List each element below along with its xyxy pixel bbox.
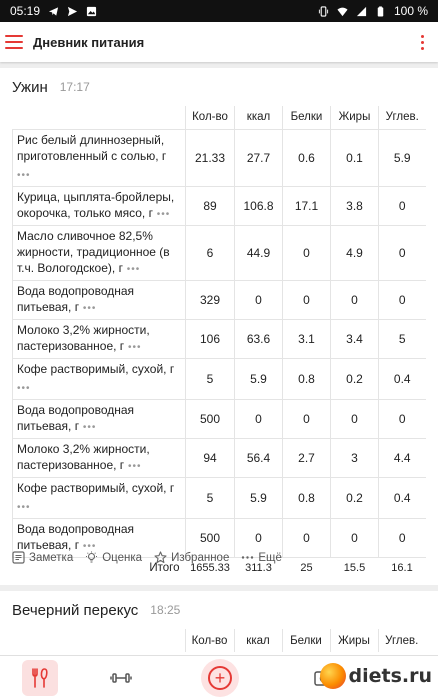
food-menu-icon[interactable]: ••• xyxy=(124,460,142,472)
meal-card-dinner xyxy=(0,68,438,585)
gallery-icon xyxy=(86,6,97,17)
status-time: 05:19 xyxy=(10,4,41,18)
apple-logo-icon xyxy=(320,663,346,689)
ellipsis-icon xyxy=(241,551,254,564)
table-row[interactable] xyxy=(13,129,426,186)
food-name-text: Рис белый длиннозерный, приготовленный с солью, г xyxy=(17,132,167,163)
food-name xyxy=(13,225,186,280)
app-bar xyxy=(0,22,438,62)
header-qty: Кол-во xyxy=(186,106,235,129)
meal-time: 17:17 xyxy=(59,80,90,94)
page-title: Дневник питания xyxy=(33,34,145,50)
table-row[interactable] xyxy=(13,225,426,280)
total-carbs: 16.1 xyxy=(379,557,426,579)
food-kcal: 5.9 xyxy=(235,477,283,518)
menu-icon[interactable] xyxy=(5,35,23,49)
food-kcal: 5.9 xyxy=(235,358,283,399)
food-carbs: 0 xyxy=(379,399,426,438)
food-menu-icon[interactable]: ••• xyxy=(17,382,31,394)
favorite-label: Избранное xyxy=(171,551,230,564)
food-carbs: 0 xyxy=(379,518,426,557)
food-menu-icon[interactable]: ••• xyxy=(79,302,97,314)
star-icon xyxy=(154,551,167,564)
total-fat: 15.5 xyxy=(331,557,379,579)
header-carbs: Углев. xyxy=(378,629,425,652)
header-fat: Жиры xyxy=(330,629,378,652)
food-name-text: Кофе растворимый, сухой, г xyxy=(17,361,175,376)
food-kcal: 0 xyxy=(235,399,283,438)
table-row[interactable] xyxy=(13,358,426,399)
table-row[interactable] xyxy=(13,280,426,319)
food-fat: 0.2 xyxy=(331,477,379,518)
food-fat: 4.9 xyxy=(331,225,379,280)
food-carbs: 5.9 xyxy=(379,129,426,186)
more-label: Ещё xyxy=(258,551,282,564)
more-options-icon[interactable] xyxy=(421,35,424,50)
food-carbs: 0.4 xyxy=(379,477,426,518)
food-kcal: 56.4 xyxy=(235,438,283,477)
food-protein: 0.8 xyxy=(283,477,331,518)
food-name xyxy=(13,477,186,518)
add-entry-button[interactable] xyxy=(201,659,239,697)
food-protein: 0 xyxy=(283,225,331,280)
rating-button[interactable] xyxy=(85,551,142,564)
nav-diary-button[interactable] xyxy=(22,660,58,696)
food-kcal: 0 xyxy=(235,518,283,557)
table-header-row xyxy=(12,629,425,652)
more-button[interactable] xyxy=(241,551,282,564)
food-kcal: 27.7 xyxy=(235,129,283,186)
diets-logo xyxy=(320,663,432,689)
logo-text: diets.ru xyxy=(348,665,432,687)
food-fat: 3 xyxy=(331,438,379,477)
food-qty: 500 xyxy=(186,399,235,438)
header-fat: Жиры xyxy=(331,106,379,129)
lightbulb-icon xyxy=(85,551,98,564)
food-menu-icon[interactable]: ••• xyxy=(17,501,31,513)
food-protein: 0 xyxy=(283,280,331,319)
food-menu-icon[interactable]: ••• xyxy=(79,540,97,552)
header-protein: Белки xyxy=(282,629,330,652)
note-button[interactable] xyxy=(12,551,73,564)
vibrate-icon xyxy=(318,6,329,17)
food-name xyxy=(13,129,186,186)
food-name-text: Масло сливочное 82,5% жирности, традиционное (в т.ч. Вологодское), г xyxy=(17,228,170,275)
food-name xyxy=(13,438,186,477)
note-icon xyxy=(12,551,25,564)
food-name-text: Курица, цыплята-бройлеры, окорочка, только мясо, г xyxy=(17,189,175,220)
total-protein: 25 xyxy=(283,557,331,579)
note-label: Заметка xyxy=(29,551,74,564)
meal-title: Ужин xyxy=(12,78,48,96)
table-row[interactable] xyxy=(13,319,426,358)
food-name xyxy=(13,319,186,358)
send-icon xyxy=(67,6,78,17)
nav-exercise-button[interactable] xyxy=(103,660,139,696)
food-menu-icon[interactable]: ••• xyxy=(17,169,31,181)
wifi-icon xyxy=(337,6,348,17)
meal-actions xyxy=(12,551,282,564)
table-row[interactable] xyxy=(13,438,426,477)
table-row[interactable] xyxy=(13,186,426,225)
food-name-text: Кофе растворимый, сухой, г xyxy=(17,480,175,495)
meal-time: 18:25 xyxy=(150,603,181,617)
food-menu-icon[interactable]: ••• xyxy=(124,341,142,353)
status-bar xyxy=(0,0,438,22)
rating-label: Оценка xyxy=(102,551,143,564)
food-menu-icon[interactable]: ••• xyxy=(79,421,97,433)
food-fat: 0 xyxy=(331,280,379,319)
table-header-row xyxy=(13,106,426,129)
table-row[interactable] xyxy=(13,477,426,518)
header-protein: Белки xyxy=(283,106,331,129)
food-fat: 0 xyxy=(331,399,379,438)
food-name xyxy=(13,280,186,319)
total-qty: 1655.33 xyxy=(186,557,235,579)
food-name xyxy=(13,399,186,438)
food-carbs: 0.4 xyxy=(379,358,426,399)
header-name xyxy=(12,629,185,652)
telegram-icon xyxy=(48,6,59,17)
food-fat: 0 xyxy=(331,518,379,557)
header-kcal: ккал xyxy=(234,629,282,652)
food-protein: 0 xyxy=(283,399,331,438)
meal-header xyxy=(0,68,438,106)
food-name-text: Вода водопроводная питьевая, г xyxy=(17,283,135,314)
food-protein: 17.1 xyxy=(283,186,331,225)
food-fat: 3.4 xyxy=(331,319,379,358)
food-qty: 329 xyxy=(186,280,235,319)
food-protein: 0.8 xyxy=(283,358,331,399)
food-table xyxy=(12,629,425,652)
food-qty: 500 xyxy=(186,518,235,557)
food-carbs: 0 xyxy=(379,280,426,319)
header-qty: Кол-во xyxy=(185,629,234,652)
food-kcal: 0 xyxy=(235,280,283,319)
food-name-text: Вода водопроводная питьевая, г xyxy=(17,402,135,433)
food-protein: 0 xyxy=(283,518,331,557)
food-menu-icon[interactable]: ••• xyxy=(122,263,141,275)
signal-icon xyxy=(356,6,367,17)
food-carbs: 0 xyxy=(379,186,426,225)
food-carbs: 5 xyxy=(379,319,426,358)
header-name xyxy=(13,106,186,129)
food-kcal: 63.6 xyxy=(235,319,283,358)
dumbbell-icon xyxy=(110,667,132,689)
food-name-text: Молоко 3,2% жирности, пастеризованное, г xyxy=(17,322,150,353)
favorite-button[interactable] xyxy=(154,551,229,564)
meal-title: Вечерний перекус xyxy=(12,601,139,619)
food-protein: 2.7 xyxy=(283,438,331,477)
food-fat: 0.1 xyxy=(331,129,379,186)
food-kcal: 106.8 xyxy=(235,186,283,225)
food-fat: 0.2 xyxy=(331,358,379,399)
food-name xyxy=(13,186,186,225)
cutlery-icon xyxy=(29,667,51,689)
total-kcal: 311.3 xyxy=(235,557,283,579)
food-name xyxy=(13,358,186,399)
food-qty: 6 xyxy=(186,225,235,280)
meal-header xyxy=(0,591,438,629)
food-qty: 5 xyxy=(186,477,235,518)
food-protein: 3.1 xyxy=(283,319,331,358)
food-carbs: 4.4 xyxy=(379,438,426,477)
food-table xyxy=(12,106,426,579)
meal-card-evening-snack xyxy=(0,591,438,655)
header-kcal: ккал xyxy=(235,106,283,129)
food-protein: 0.6 xyxy=(283,129,331,186)
battery-level: 100 % xyxy=(393,4,428,18)
food-qty: 21.33 xyxy=(186,129,235,186)
battery-icon xyxy=(375,6,386,17)
food-qty: 5 xyxy=(186,358,235,399)
food-qty: 106 xyxy=(186,319,235,358)
total-label: Итого xyxy=(13,557,186,579)
food-qty: 94 xyxy=(186,438,235,477)
food-menu-icon[interactable]: ••• xyxy=(152,208,171,220)
plus-icon: + xyxy=(208,666,232,690)
food-name-text: Молоко 3,2% жирности, пастеризованное, г xyxy=(17,441,150,472)
food-fat: 3.8 xyxy=(331,186,379,225)
table-row[interactable] xyxy=(13,399,426,438)
food-name-text: Вода водопроводная питьевая, г xyxy=(17,521,135,552)
food-carbs: 0 xyxy=(379,225,426,280)
food-kcal: 44.9 xyxy=(235,225,283,280)
food-qty: 89 xyxy=(186,186,235,225)
header-carbs: Углев. xyxy=(379,106,426,129)
